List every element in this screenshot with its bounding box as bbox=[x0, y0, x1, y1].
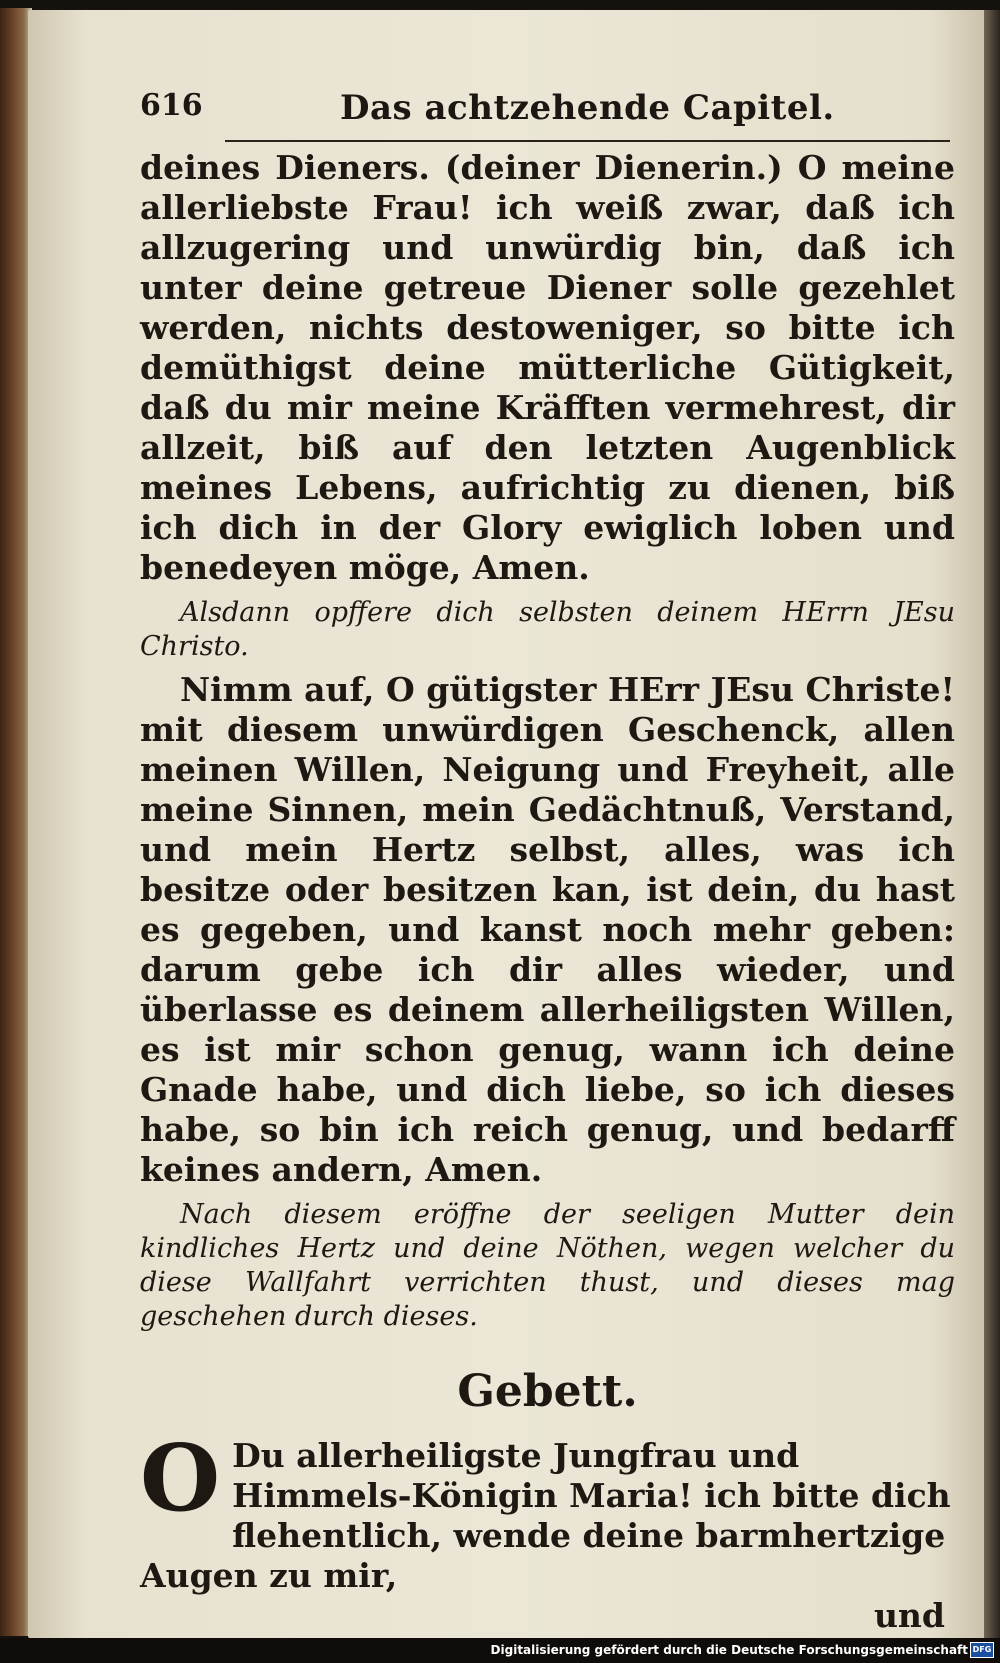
prayer-paragraph bbox=[140, 1424, 955, 1596]
dfg-logo-icon: DFG bbox=[970, 1642, 994, 1658]
paragraph-1: deines Dieners. (deiner Dienerin.) O meine allerliebste Frau! ich weiß zwar, daß ich allzugering und unwürdig bin, daß ich unter deine getreue Diener solle gezehlet werden, nichts destoweniger, so bitte ich demüthigst deine mütterliche Gütigkeit, daß du mir meine Kräfften vermehrest, dir allzeit, biß auf den letzten Augenblick meines Lebens, aufrichtig zu dienen, biß ich dich in der Glory ewiglich loben und benedeyen möge, Amen. bbox=[140, 148, 955, 587]
chapter-title: Das achtzehende Capitel. bbox=[340, 88, 835, 128]
rubric-instruction-1: Alsdann opffere dich selbsten deinem HErrn JEsu Christo. bbox=[140, 597, 955, 662]
page-shadow bbox=[984, 10, 1000, 1638]
footer-credit: Digitalisierung gefördert durch die Deutsche Forschungsgemeinschaft bbox=[490, 1643, 968, 1657]
page-body bbox=[140, 148, 955, 1636]
drop-cap: O bbox=[140, 1424, 221, 1532]
paragraph-2: Nimm auf, O gütigster HErr JEsu Christe! mit diesem unwürdigen Geschenck, allen meinen Willen, Neigung und Freyheit, alle meine Sinnen, mein Gedächtnuß, Verstand, und mein Hertz selbst, alles, was ich besitze oder besitzen kan, ist dein, du hast es gegeben, und kanst noch mehr geben: darum gebe ich dir alles wieder, und überlasse es deinem allerheiligsten Willen, es ist mir schon genug, wann ich deine Gnade habe, und dich liebe, so ich dieses habe, so bin ich reich genug, und bedarff keines andern, Amen. bbox=[140, 670, 955, 1189]
prayer-text: Du allerheiligste Jungfrau und Himmels-Königin Maria! ich bitte dich flehentlich, wende deine barmhertzige Augen zu mir, bbox=[140, 1436, 951, 1595]
rubric-instruction-2: Nach diesem eröffne der seeligen Mutter dein kindliches Hertz und deine Nöthen, wegen welcher du diese Wallfahrt verrichten thust, und dieses mag geschehen durch dieses. bbox=[140, 1199, 955, 1332]
prayer-heading: Gebett. bbox=[457, 1366, 638, 1417]
running-head bbox=[140, 88, 960, 138]
header-rule bbox=[225, 140, 950, 142]
page-number: 616 bbox=[140, 88, 203, 123]
catchword: und bbox=[873, 1596, 945, 1635]
